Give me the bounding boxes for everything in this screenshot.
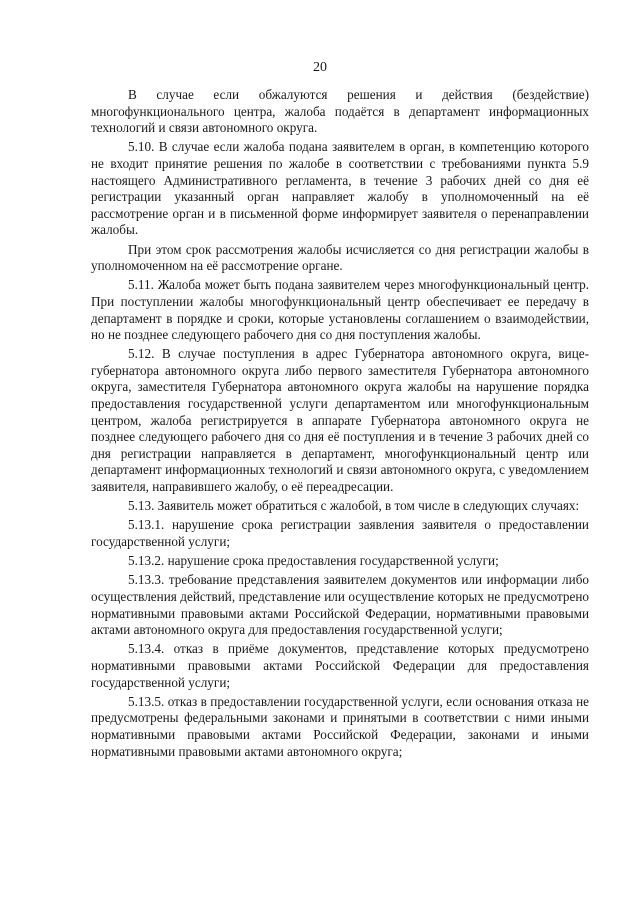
paragraph-5-13-4: 5.13.4. отказ в приёме документов, представление которых предусмотрено нормативными правовыми актами Российской Федерации для предоставления государственной услуги; — [91, 641, 589, 690]
paragraph-5-13: 5.13. Заявитель может обратиться с жалобой, в том числе в следующих случаях: — [128, 498, 580, 514]
paragraph-5-13-3: 5.13.3. требование представления заявителем документов или информации либо осуществления действий, представление или осуществление которых не предусмотрено нормативными правовыми актами Российской Федерации, нормативными правовыми актами автономного округа для предоставления государственной услуги; — [91, 572, 589, 638]
paragraph-appeal-mfc: В случае если обжалуются решения и действия (бездействие) многофункционального центра, жалоба подаётся в департамент информационных технологий и связи автономного округа. — [91, 87, 589, 136]
page-number: 20 — [313, 60, 327, 75]
paragraph-5-13-1: 5.13.1. нарушение срока регистрации заявления заявителя о предоставлении государственной услуги; — [91, 517, 589, 549]
paragraph-5-11: 5.11. Жалоба может быть подана заявителем через многофункциональный центр. При поступлении жалобы многофункциональный центр обеспечивает ее передачу в департамент в порядке и сроки, которые установлены соглашением о взаимодействии, но не позднее следующего рабочего дня со дня поступления жалобы. — [91, 277, 589, 343]
paragraph-5-12: 5.12. В случае поступления в адрес Губернатора автономного округа, вице-губернатора автономного округа либо первого заместителя Губернатора автономного округа, заместителя Губернатора автономного округа жалобы на нарушение порядка предоставления государственной услуги департаментом или многофункциональным центром, жалоба регистрируется в аппарате Губернатора автономного округа не позднее следующего рабочего дня со дня её поступления и в течение 3 рабочих дней со дня регистрации направляется в департамент, многофункциональный центр или департамент информационных технологий и связи автономного округа, с уведомлением заявителя, направившего жалобу, о её переадресации. — [91, 346, 589, 495]
paragraph-review-period: При этом срок рассмотрения жалобы исчисляется со дня регистрации жалобы в уполномоченном на её рассмотрение органе. — [91, 241, 589, 274]
paragraph-5-13-2: 5.13.2. нарушение срока предоставления государственной услуги; — [128, 553, 499, 569]
document-body — [91, 87, 589, 763]
paragraph-5-13-5: 5.13.5. отказ в предоставлении государственной услуги, если основания отказа не предусмотрены федеральными законами и принятыми в соответствии с ними иными нормативными правовыми актами Российской Федерации, законами и иными нормативными правовыми актами автономного округа; — [91, 693, 589, 759]
paragraph-5-10: 5.10. В случае если жалоба подана заявителем в орган, в компетенцию которого не входит принятие решения по жалобе в соответствии с требованиями пункта 5.9 настоящего Административного регламента, в течение 3 рабочих дней со дня её регистрации указанный орган направляет жалобу в уполномоченный на её рассмотрение орган и в письменной форме информирует заявителя о перенаправлении жалобы. — [91, 139, 589, 238]
